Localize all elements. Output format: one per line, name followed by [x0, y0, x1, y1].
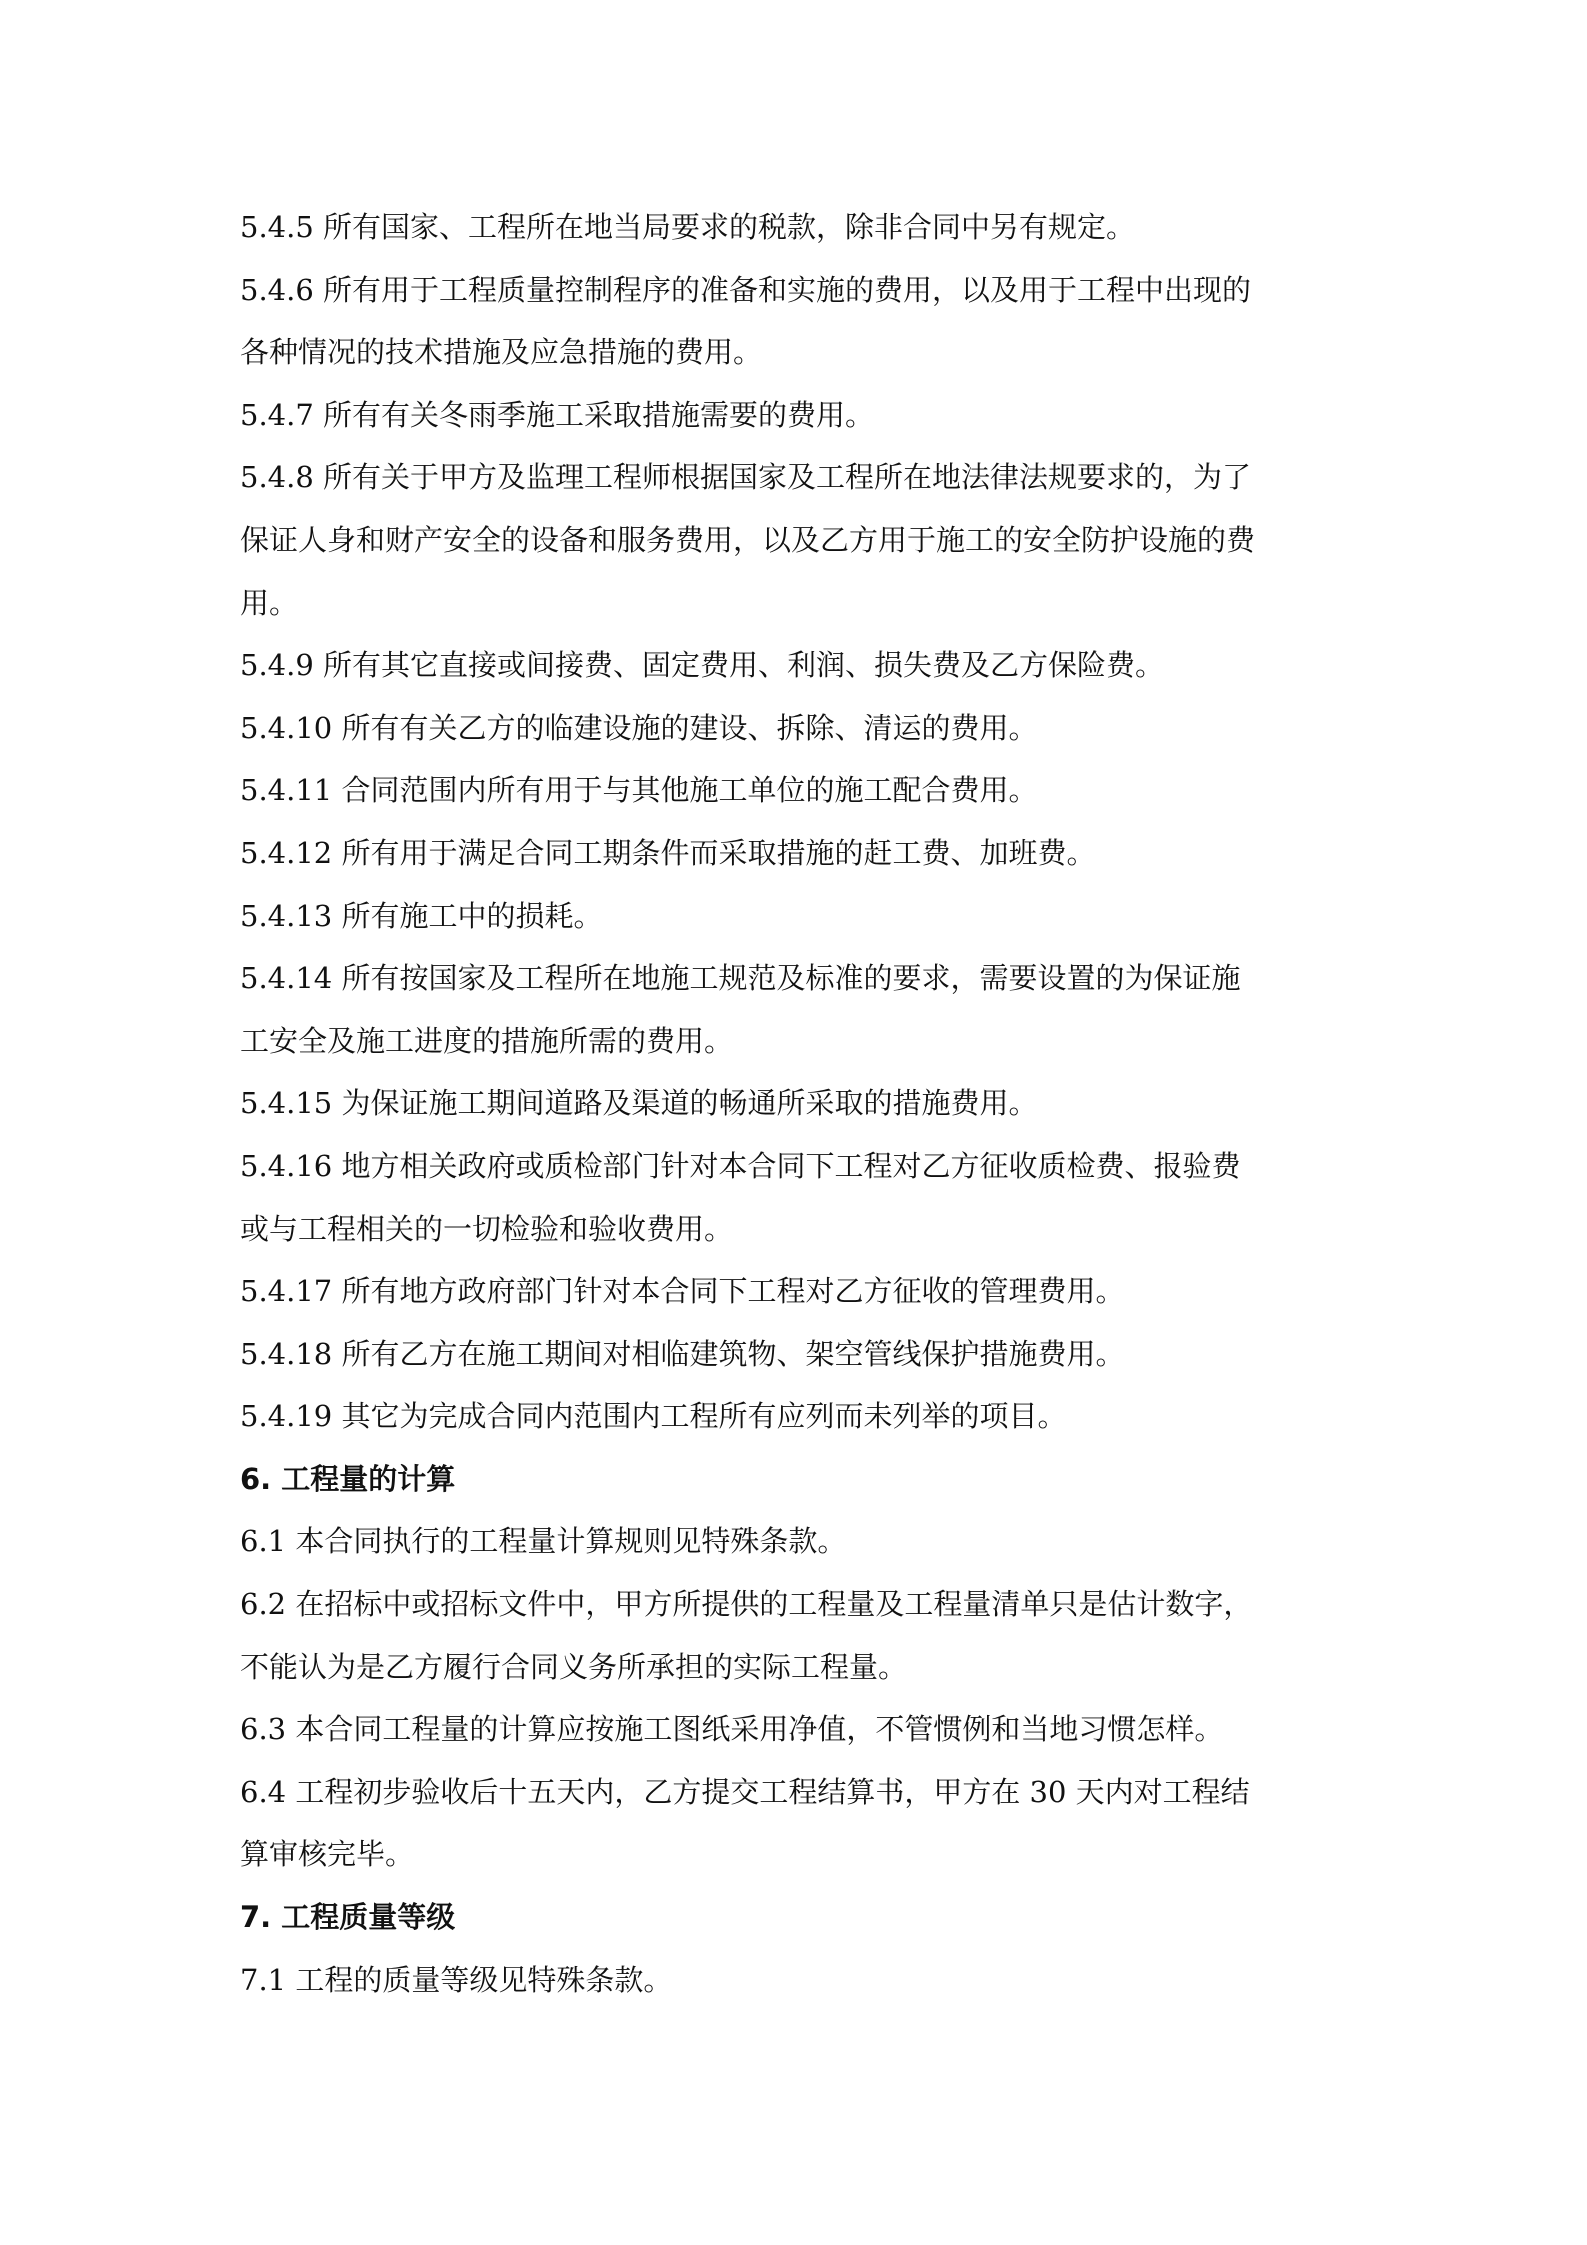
- clause-6-2-continuation: 不能认为是乙方履行合同义务所承担的实际工程量。: [240, 1649, 908, 1684]
- clause-5-4-18: 5.4.18 所有乙方在施工期间对相临建筑物、架空管线保护措施费用。: [240, 1336, 1125, 1371]
- clause-5-4-16-continuation: 或与工程相关的一切检验和验收费用。: [240, 1211, 734, 1246]
- section-6-heading: 6. 工程量的计算: [240, 1461, 456, 1496]
- section-7-heading: 7. 工程质量等级: [240, 1900, 456, 1935]
- clause-5-4-12: 5.4.12 所有用于满足合同工期条件而采取措施的赶工费、加班费。: [240, 835, 1096, 870]
- clause-5-4-8: 5.4.8 所有关于甲方及监理工程师根据国家及工程所在地法律法规要求的，为了: [240, 460, 1252, 495]
- clause-5-4-13: 5.4.13 所有施工中的损耗。: [240, 898, 603, 933]
- clause-5-4-5: 5.4.5 所有国家、工程所在地当局要求的税款，除非合同中另有规定。: [240, 210, 1136, 244]
- clause-6-4: 6.4 工程初步验收后十五天内，乙方提交工程结算书，甲方在 30 天内对工程结: [240, 1774, 1250, 1809]
- clause-6-1: 6.1 本合同执行的工程量计算规则见特殊条款。: [240, 1524, 847, 1559]
- clause-5-4-6-continuation: 各种情况的技术措施及应急措施的费用。: [240, 335, 763, 370]
- clause-5-4-16: 5.4.16 地方相关政府或质检部门针对本合同下工程对乙方征收质检费、报验费: [240, 1148, 1241, 1183]
- clause-5-4-11: 5.4.11 合同范围内所有用于与其他施工单位的施工配合费用。: [240, 773, 1038, 808]
- clause-5-4-14-continuation: 工安全及施工进度的措施所需的费用。: [240, 1023, 734, 1058]
- clause-6-2: 6.2 在招标中或招标文件中，甲方所提供的工程量及工程量清单只是估计数字，: [240, 1587, 1253, 1622]
- clause-5-4-8-continuation: 用。: [240, 585, 299, 620]
- clause-5-4-14: 5.4.14 所有按国家及工程所在地施工规范及标准的要求，需要设置的为保证施: [240, 961, 1241, 996]
- clause-7-1: 7.1 工程的质量等级见特殊条款。: [240, 1962, 673, 1997]
- clause-5-4-6: 5.4.6 所有用于工程质量控制程序的准备和实施的费用，以及用于工程中出现的: [240, 272, 1252, 307]
- clause-5-4-7: 5.4.7 所有有关冬雨季施工采取措施需要的费用。: [240, 397, 875, 432]
- clause-5-4-19: 5.4.19 其它为完成合同内范围内工程所有应列而未列举的项目。: [240, 1399, 1067, 1434]
- clause-6-3: 6.3 本合同工程量的计算应按施工图纸采用净值，不管惯例和当地习惯怎样。: [240, 1712, 1224, 1747]
- clause-5-4-17: 5.4.17 所有地方政府部门针对本合同下工程对乙方征收的管理费用。: [240, 1274, 1125, 1309]
- clause-6-4-continuation: 算审核完毕。: [240, 1837, 415, 1872]
- clause-5-4-10: 5.4.10 所有有关乙方的临建设施的建设、拆除、清运的费用。: [240, 710, 1038, 745]
- clause-5-4-15: 5.4.15 为保证施工期间道路及渠道的畅通所采取的措施费用。: [240, 1086, 1038, 1121]
- document-body: [240, 196, 1360, 2011]
- clause-5-4-8-continuation: 保证人身和财产安全的设备和服务费用，以及乙方用于施工的安全防护设施的费: [240, 522, 1256, 557]
- clause-5-4-9: 5.4.9 所有其它直接或间接费、固定费用、利润、损失费及乙方保险费。: [240, 648, 1165, 683]
